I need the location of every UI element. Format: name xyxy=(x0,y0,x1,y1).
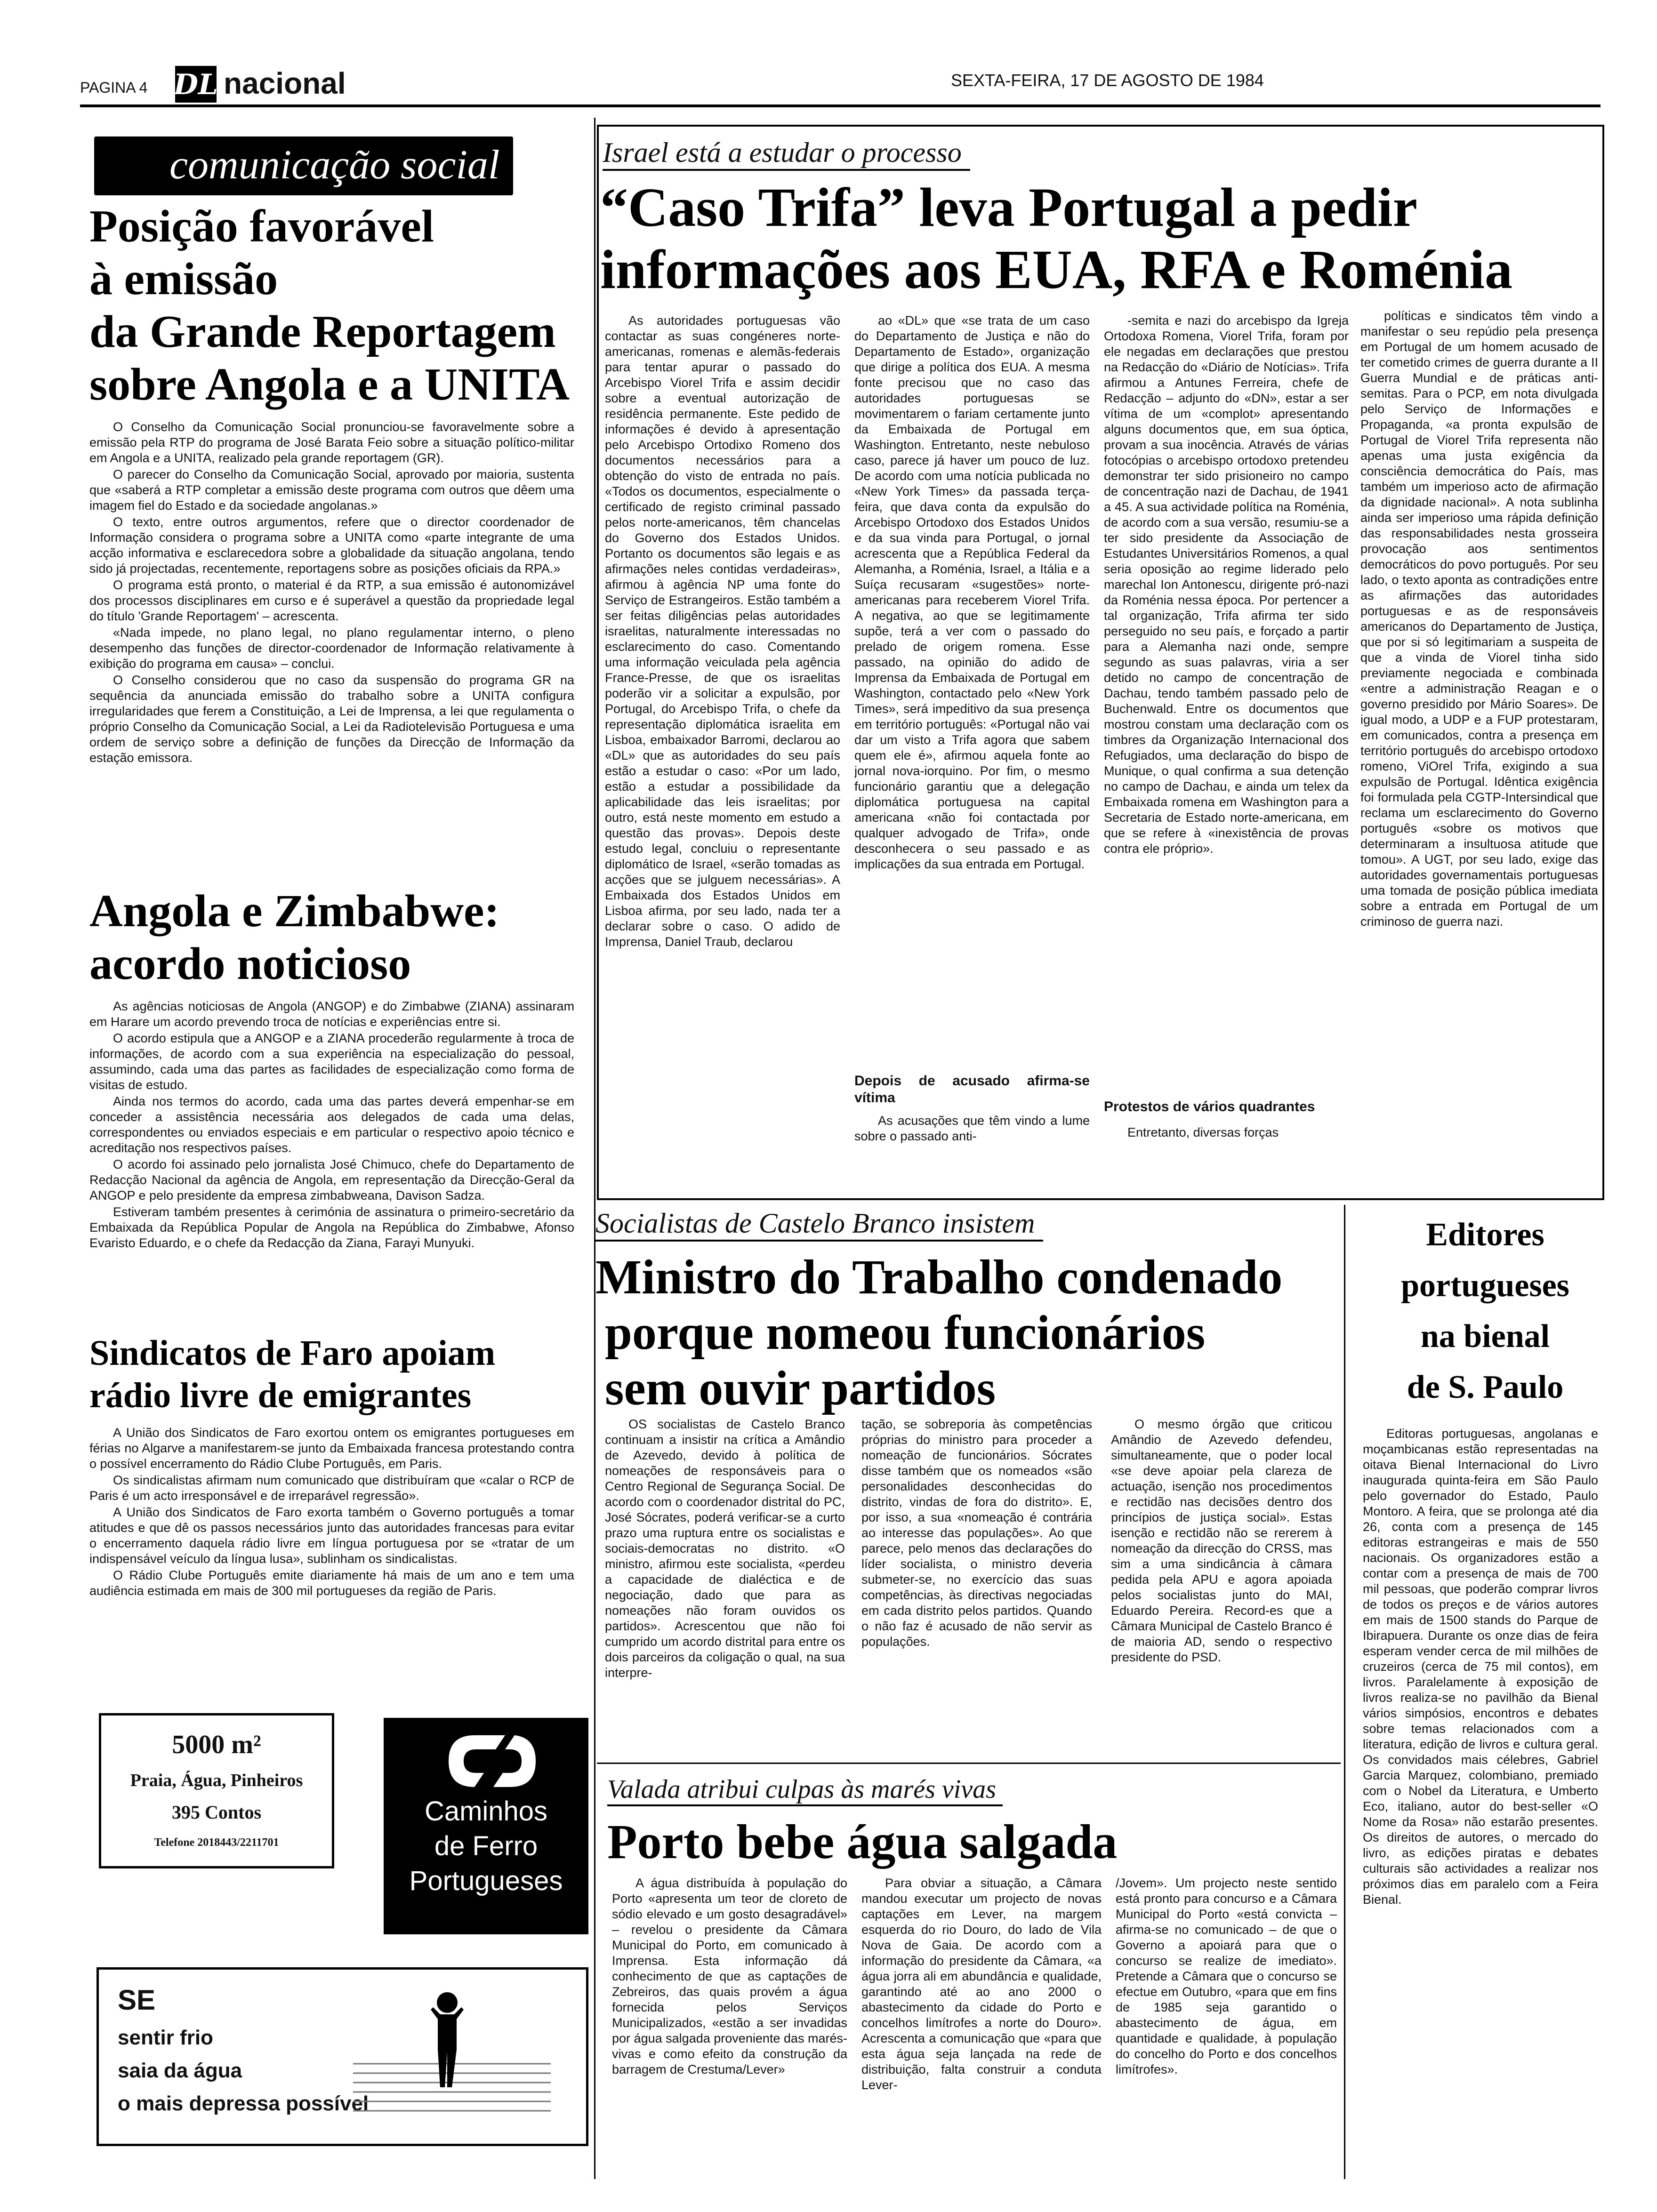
column-text: Editoras portuguesas, angolanas e moçambicanas estão representadas na oitava Bienal Internacional do Livro inaugurada quinta-feira em São Paulo pelo governador do Estado, Paulo Montoro. A feira, que se prolonga até dia 26, conta com a presença de 145 editoras estrangeiras e mais de 550 nacionais. Os organizadores estão a contar com a presença de mais de 700 mil pessoas, que poderão comprar livros de todos os preços e de vários autores em mais de 1500 stands do Parque de Ibirapuera. Durante os onze dias de feira esperam vender cerca de mil milhões de cruzeiros (cerca de 75 mil contos), em livros. Paralelamente à exposição de livros realiza-se no pavilhão da Bienal vários simpósios, encontros e debates sobre temas relacionados com a literatura, edição de livros e cultura geral. Os convidados mais célebres, Gabriel Garcia Marquez, colombiano, premiado com o Nobel da Literatura, e Umberto Eco, italiano, autor do best-seller «O Nome da Rosa» não estarão presentes. Os direitos de autores, o mercado do livro, as edições piratas e debates culturais são actividades a realizar nos próximos dias em paralelo com a Feira Bienal. xyxy=(1363,1427,1598,1907)
column-text: Para obviar a situação, a Câmara mandou executar um projecto de novas captações em Lever, na margem esquerda do rio Douro, do lado de Vila Nova de Gaia. De acordo com a informação do presidente da Câmara, «a água jorra ali em abundância e qualidade, garantindo até ao ano 2000 o abastecimento da cidade do Porto e concelhos limítrofes a norte do Douro». Acrescenta a comunicação que «para que esta água seja lançada na rede de distribuição, falta construir a conduta Lever- xyxy=(861,1876,1102,2092)
cp-railways-ad xyxy=(384,1718,588,1934)
newspaper-logo-icon xyxy=(175,66,217,103)
page-number: PAGINA 4 xyxy=(80,79,148,96)
paragraph: Os sindicalistas afirmam num comunicado que distribuíram que «calar o RCP de Paris é um acto irresponsável e de irreparável regressão». xyxy=(89,1473,574,1503)
trifa-column-2 xyxy=(854,313,1090,1186)
column-rule xyxy=(1344,1205,1345,2179)
headline-line: sobre Angola e a UNITA xyxy=(89,359,570,410)
swim-safety-ad xyxy=(97,1967,588,2146)
editores-headline xyxy=(1367,1210,1603,1413)
column-text: As acusações que têm vindo a lume sobre o passado anti- xyxy=(854,1114,1090,1143)
column-subhead: Depois de acusado afirma-se vítima xyxy=(854,1073,1090,1106)
paragraph: O acordo foi assinado pelo jornalista José Chimuco, chefe do Departamento de Redacção Nacional da agência de Angola, em representação da Direcção-Geral da ANGOP e pelo presidente da empresa zimbabweana, Davison Sadza. xyxy=(89,1157,574,1202)
column-text: tação, se sobreporia às competências próprias do ministro para proceder a nomeação de funcionários. Sócrates disse também que os nomeados «são personalidades desconhecidas do distrito, vindas de fora do distrito». E, por isso, a sua «nomeação é contrária ao interesse das populações». Ao que parece, pelo menos das declarações do líder socialista, o ministro deveria submeter-se, no exercício das suas competências, às directivas negociadas em cada distrito pelos partidos. Quando o não faz é acusado de não servir as populações. xyxy=(861,1417,1092,1649)
column-text: As autoridades portuguesas vão contactar as suas congéneres norte-americanas, romenas e alemãs-federais para tentar apurar o passado do Arcebispo Viorel Trifa e assim decidir sobre a eventual autorização de residência permanente. Este pedido de informações é devido à apresentação pelo Arcebispo Ortodixo Romeno dos documentos necessários para a obtenção do visto de entrada no país. «Todos os documentos, especialmente o certificado de registo criminal passado pelos norte-americanos, têm chancelas do Governo dos Estados Unidos. Portanto os documentos são legais e as afirmações neles contidas verdadeiras», afirmou à agência NP uma fonte do Serviço de Estrangeiros. Estão também a ser feitas diligências pelas autoridades israelitas, naturalmente interessadas no esclarecimento do caso. Comentando uma informação veiculada pela agência France-Presse, de que os israelitas poderão vir a solicitar a expulsão, por Portugal, do Arcebispo Trifa, o chefe da representação diplomática israelita em Lisboa, embaixador Barromi, declarou ao «DL» que as autoridades do seu país estão a estudar o caso: «Por um lado, estão a estudar a possibilidade da aplicabilidade das leis israelitas; por outro, está neste momento em estudo a questão das provas». Depois deste estudo legal, concluiu o representante diplomático de Israel, «serão tomadas as acções que se julguem necessárias». A Embaixada dos Estados Unidos em Lisboa afirma, por seu lado, nada ter a declarar sobre o caso. O adido de Imprensa, Daniel Traub, declarou xyxy=(605,313,840,949)
headline-line: à emissão xyxy=(89,254,278,305)
column-text: O mesmo órgão que criticou Amândio de Azevedo defendeu, simultaneamente, que o poder local «se deve apoiar pela clareza de actuação, isenção nos procedimentos e rectidão nas decisões dentro dos princípios de justiça social». Estas isenção e rectidão não se rererem à nomeação da direcção do CRSS, mas sim a uma sindicância à câmara pedida pela APU e agora apoiada pelos socialistas junto do MAI, Eduardo Pereira. Record-es que a Câmara Municipal de Castelo Branco é de maioria AD, sendo o respectivo presidente do PSD. xyxy=(1111,1417,1332,1664)
ad-phone: Telefone 2018443/2211701 xyxy=(154,1836,279,1849)
headline-line: Ministro do Trabalho condenado xyxy=(595,1250,1283,1304)
cp-logo-icon xyxy=(434,1728,538,1794)
headline-line: acordo noticioso xyxy=(89,938,411,989)
column-rule xyxy=(594,118,595,2179)
paragraph: As agências noticiosas de Angola (ANGOP) e do Zimbabwe (ZIANA) assinaram em Harare um acordo prevendo troca de notícias e experiências entre si. xyxy=(89,999,574,1029)
paragraph: O texto, entre outros argumentos, refere que o director coordenador de Informação considera o programa sobre a UNITA como «parte integrante de uma acção informativa e esclarecedora sobre a globalidade da situação angolana, tendo sido já projectadas, recentemente, reportagens sobre as posições oficiais da RPA.» xyxy=(89,515,574,576)
paragraph: A União dos Sindicatos de Faro exortou ontem os emigrantes portugueses em férias no Algarve a manifestarem-se junto da Embaixada francesa protestando contra o possível encerramento do Rádio Clube Português, em Paris. xyxy=(89,1426,574,1471)
article-posicao-favoravel xyxy=(89,200,588,767)
header-rule xyxy=(80,104,1601,107)
headline-line: portugueses xyxy=(1401,1267,1569,1304)
page-header xyxy=(0,0,1657,106)
article-headline xyxy=(89,885,588,990)
ministro-column-3 xyxy=(1111,1417,1332,1760)
ad-description: Praia, Água, Pinheiros xyxy=(130,1771,303,1790)
article-kicker: Valada atribui culpas às marés vivas xyxy=(607,1774,1003,1806)
trifa-column-1 xyxy=(605,313,840,1186)
paragraph: Estiveram também presentes à cerimónia de assinatura o primeiro-secretário da Embaixada da República Popular de Angola na República do Zimbabwe, Afonso Evaristo Eduardo, e o chefe da Redacção da Ziana, Farayi Munyuki. xyxy=(89,1205,574,1250)
paragraph: O acordo estipula que a ANGOP e a ZIANA procederão regularmente à troca de informações, de acordo com a sua experiência na especialização do pessoal, assumindo, cada uma das partes as facilidades de especialização como forma de visitas de estudo. xyxy=(89,1031,574,1092)
headline-line: na bienal xyxy=(1420,1318,1550,1354)
trifa-headline xyxy=(600,176,1603,301)
headline-line: Sindicatos de Faro apoiam xyxy=(89,1333,496,1373)
paragraph: A União dos Sindicatos de Faro exorta também o Governo português a tomar atitudes e que dê os passos necessários junto das autoridades francesas para evitar o encerramento daquela rádio livre em língua portuguesa por se «tratar de um indispensável veículo da língua lusa», sublinham os sindicalistas. xyxy=(89,1505,574,1566)
issue-date: SEXTA-FEIRA, 17 DE AGOSTO DE 1984 xyxy=(951,71,1264,90)
section-banner-label: comunicação social xyxy=(169,142,500,188)
porto-column-1 xyxy=(612,1875,847,2172)
column-text: /Jovem». Um projecto neste sentido está pronto para concurso e a Câmara Municipal do Porto «está convicta – afirma-se no comunicado – de que o Governo a apoiará para que o concurso se realize de imediato». Pretende a Câmara que o concurso se efectue em Outubro, «para que em fins de 1985 seja garantido o abastecimento de água, em quantidade e qualidade, à população do concelho do Porto e dos concelhos limítrofes». xyxy=(1116,1876,1337,2076)
headline-line: Angola e Zimbabwe: xyxy=(89,886,500,937)
article-headline xyxy=(89,200,588,411)
paragraph: O Conselho da Comunicação Social pronunciou-se favoravelmente sobre a emissão pela RTP do programa de José Barata Feio sobre a situação político-militar em Angola e a UNITA, realizado pela grande reportagem (GR). xyxy=(89,420,574,465)
paragraph: O parecer do Conselho da Comunicação Social, aprovado por maioria, sustenta que «saberá a RTP completar a emissão deste programa com outros que dêem uma imagem fiel do Estado e da sociedade angolanas.» xyxy=(89,467,574,513)
ministro-column-2 xyxy=(861,1417,1092,1760)
ad-line: sentir frio xyxy=(118,2026,213,2049)
column-text: ao «DL» que «se trata de um caso do Departamento de Justiça e não do Departamento de Estado», organização que dirige a política dos EUA. A mesma fonte precisou que no caso das autoridades portuguesas se movimentarem o fariam certamente junto da Embaixada de Portugal em Washington. Entretanto, neste nebuloso caso, parece já haver um pouco de luz. De acordo com uma notícia publicada no «New York Times» da passada terça-feira, que dava conta da expulsão do Arcebispo Ortodoxo dos Estados Unidos e da sua vinda para Portugal, o jornal acrescenta que a República Federal da Alemanha, a Roménia, Israel, a Itália e a Suíça recusaram «sugestões» norte-americanas para receberem Viorel Trifa. A negativa, ao que se legitimamente supõe, terá a ver com o passado do prelado de origem romena. Esse passado, na opinião do adido de Imprensa da Embaixada de Portugal em Washington, contactado pelo «New York Times», será impeditivo da sua presença em território português: «Portugal não vai dar um visto a Trifa agora que sabem quem ele é», afirmou aquela fonte ao jornal nova-iorquino. Por fim, o mesmo funcionário garantiu que a delegação diplomática portuguesa na capital americana «não foi contactada por qualquer advogado de Trifa», onde desconhecera o seu passado e as implicações da sua entrada em Portugal. xyxy=(854,313,1090,871)
ad-area: 5000 m² xyxy=(172,1730,261,1759)
paragraph: O programa está pronto, o material é da RTP, a sua emissão é autonomizável dos processos disciplinares em curso e é superável a questão da propriedade legal do título 'Grande Reportagem' – acrescenta. xyxy=(89,578,574,623)
ad-line: SE xyxy=(118,1984,156,2016)
ad-line: saia da água xyxy=(118,2059,242,2082)
porto-column-2 xyxy=(861,1875,1102,2172)
cp-line3: Portugueses xyxy=(409,1866,563,1896)
headline-line: “Caso Trifa” leva Portugal a pedir xyxy=(600,176,1418,238)
headline-line: rádio livre de emigrantes xyxy=(89,1376,472,1415)
section-name: nacional xyxy=(224,66,346,100)
headline-line: de S. Paulo xyxy=(1407,1369,1564,1405)
cp-line2: de Ferro xyxy=(434,1831,538,1861)
headline-line: Editores xyxy=(1426,1217,1544,1253)
article-headline xyxy=(89,1332,588,1417)
ad-line: o mais depressa possível xyxy=(118,2092,369,2115)
paragraph: «Nada impede, no plano legal, no plano regulamentar interno, o pleno desempenho das funções de director-coordenador de Informação relativamente à exibição do programa em causa» – conclui. xyxy=(89,625,574,671)
swimmer-illustration-icon xyxy=(353,1979,551,2130)
paragraph: O Conselho considerou que no caso da suspensão do programa GR na sequência da anunciada emissão do trabalho sobre a UNITA configura irregularidades que ferem a Constituição, a Lei de Imprensa, a lei que regulamenta o próprio Conselho da Comunicação Social, a Lei da Radiotelevisão Portuguesa e uma ordem de serviço sobre a definição de funções da Direcção de Informação da estação emissora. xyxy=(89,673,574,765)
article-kicker: Israel está a estudar o processo xyxy=(603,136,970,171)
ministro-column-1 xyxy=(605,1417,845,1760)
paragraph: Ainda nos termos do acordo, cada uma das partes deverá empenhar-se em conceder a assistência necessária aos delegados de cada uma delas, correspondentes ou enviados especiais e em particular o respectivo apoio técnico e acreditação nos respectivos países. xyxy=(89,1094,574,1155)
section-rule xyxy=(597,1763,1341,1764)
headline-line: porque nomeou funcionários xyxy=(605,1306,1206,1360)
article-body xyxy=(89,1425,574,1599)
headline-line: da Grande Reportagem xyxy=(89,306,556,357)
column-text: -semita e nazi do arcebispo da Igreja Ortodoxa Romena, Viorel Trifa, foram por ele negadas em declarações que prestou na Redacção do «Diário de Notícias». Trifa afirmou a Antunes Ferreira, chefe de Redacção – adjunto do «DN», estar a ser vítima de um «complot» apresentando alguns documentos que, em sua óptica, provam a sua inocência. Através de várias fotocópias o arcebispo ortodoxo pretendeu demonstrar ter sido prisioneiro no campo de concentração nazi de Dachau, de 1941 a 45. A sua actividade política na Roménia, de acordo com a sua versão, resumiu-se a ter sido presidente da Associação de Estudantes Universitários Romenos, a qual seria oposição ao regime liderado pelo marechal Ion Antonescu, dirigente pró-nazi da Roménia nessa época. Por pertencer a tal organização, Trifa afirma ter sido perseguido no seu país, e forçado a partir para a Alemanha nazi onde, sempre segundo as suas palavras, viria a ser detido no campo de concentração de Dachau, tendo também passado pelo de Buchenwald. Entre os documentos que mostrou constam uma declaração com os timbres da Organização Internacional dos Refugiados, uma declaração do bispo de Munique, o qual confirma a sua detenção no campo de Dachau, e ainda um telex da Embaixada romena em Washington para a Secretaria de Estado norte-americana, em que se refere à «inexistência de provas contra ele próprio». xyxy=(1104,313,1349,856)
article-body xyxy=(89,999,574,1251)
column-text: políticas e sindicatos têm vindo a manifestar o seu repúdio pela presença em Portugal de um homem acusado de ter cometido crimes de guerra durante a II Guerra Mundial e de práticas anti-semitas. Para o PCP, em nota divulgada pelo Serviço de Informações e Propaganda, «a pronta expulsão de Portugal de Viorel Trifa representa não apenas uma justa exigência da consciência democrática do País, mas também um imperioso acto de afirmação da dignidade nacional». A nota sublinha ainda ser imperioso uma rápida definição das responsabilidades nesta grosseira provocação aos sentimentos democráticos do povo português. Por seu lado, o texto aponta as contradições entre as afirmações das autoridades portuguesas e as de responsáveis americanos do Departamento de Justiça, que por si só legitimariam a suspeita de que a vinda de Viorel tinha sido previamente negociada e combinada «entre a administração Reagan e o governo presidido por Mário Soares». De igual modo, a UDP e a FUP protestaram, em comunicados, contra a presença em território português do arcebispo ortodoxo romeno, ViOrel Trifa, exigindo a sua expulsão de Portugal. Idêntica exigência foi formulada pela CGTP-Intersindical que reclama um esclarecimento do Governo português «sobre os motivos que determinaram a insultuosa atitude que tomou». A UGT, por seu lado, exige das autoridades governamentais portuguesas uma tomada de posição pública imediata sobre a entrada em Portugal de um criminoso de guerra nazi. xyxy=(1360,309,1598,929)
svg-text:DL: DL xyxy=(175,68,217,101)
porto-column-3 xyxy=(1116,1875,1337,2172)
ad-price: 395 Contos xyxy=(171,1802,262,1823)
trifa-column-4 xyxy=(1360,308,1598,1188)
cp-line1: Caminhos xyxy=(424,1796,548,1827)
headline-line: Posição favorável xyxy=(89,201,434,252)
article-angola-zimbabwe xyxy=(89,885,588,1252)
trifa-column-3 xyxy=(1104,313,1349,1186)
column-text: OS socialistas de Castelo Branco continuam a insistir na crítica a Amândio de Azevedo, devido à política de nomeações de responsáveis para o Centro Regional de Segurança Social. De acordo com o coordenador distrital do PC, José Sócrates, poderá verificar-se a curto prazo uma ruptura entre os socialistas e sociais-democratas no distrito. «O ministro, afirmou este socialista, «perdeu a capacidade de dialéctica e de negociação, dado que para as nomeações não foram ouvidos os partidos». Acrescentou que não foi cumprido um acordo distrital para entre os dois parceiros da coligação o qual, na sua interpre- xyxy=(605,1417,845,1680)
ministro-headline xyxy=(595,1250,1330,1416)
paragraph: O Rádio Clube Português emite diariamente há mais de um ano e tem uma audiência estimada em mais de 300 mil portugueses da região de Paris. xyxy=(89,1568,574,1598)
column-text: Entretanto, diversas forças xyxy=(1127,1125,1279,1139)
land-sale-ad xyxy=(99,1713,334,1868)
column-subhead: Protestos de vários quadrantes xyxy=(1104,1099,1315,1114)
article-kicker: Socialistas de Castelo Branco insistem xyxy=(595,1207,1043,1242)
column-text: A água distribuída à população do Porto «apresenta um teor de cloreto de sódio elevado e um gosto desagradável» – revelou o presidente da Câmara Municipal do Porto, em comunicado à Imprensa. Esta informação dá conhecimento de que as captações de Zebreiros, das quais provém a água fornecida pelos Serviços Municipalizados, «estão a ser invadidas por água salgada proveniente das marés-vivas e como efeito da construção da barragem de Crestuma/Lever» xyxy=(612,1876,847,2076)
headline-line: sem ouvir partidos xyxy=(605,1361,996,1415)
editores-body xyxy=(1363,1426,1598,2174)
article-sindicatos-faro xyxy=(89,1332,588,1600)
headline-line: informações aos EUA, RFA e Roménia xyxy=(600,239,1513,300)
article-body xyxy=(89,419,574,766)
porto-headline: Porto bebe água salgada xyxy=(607,1815,1118,1869)
